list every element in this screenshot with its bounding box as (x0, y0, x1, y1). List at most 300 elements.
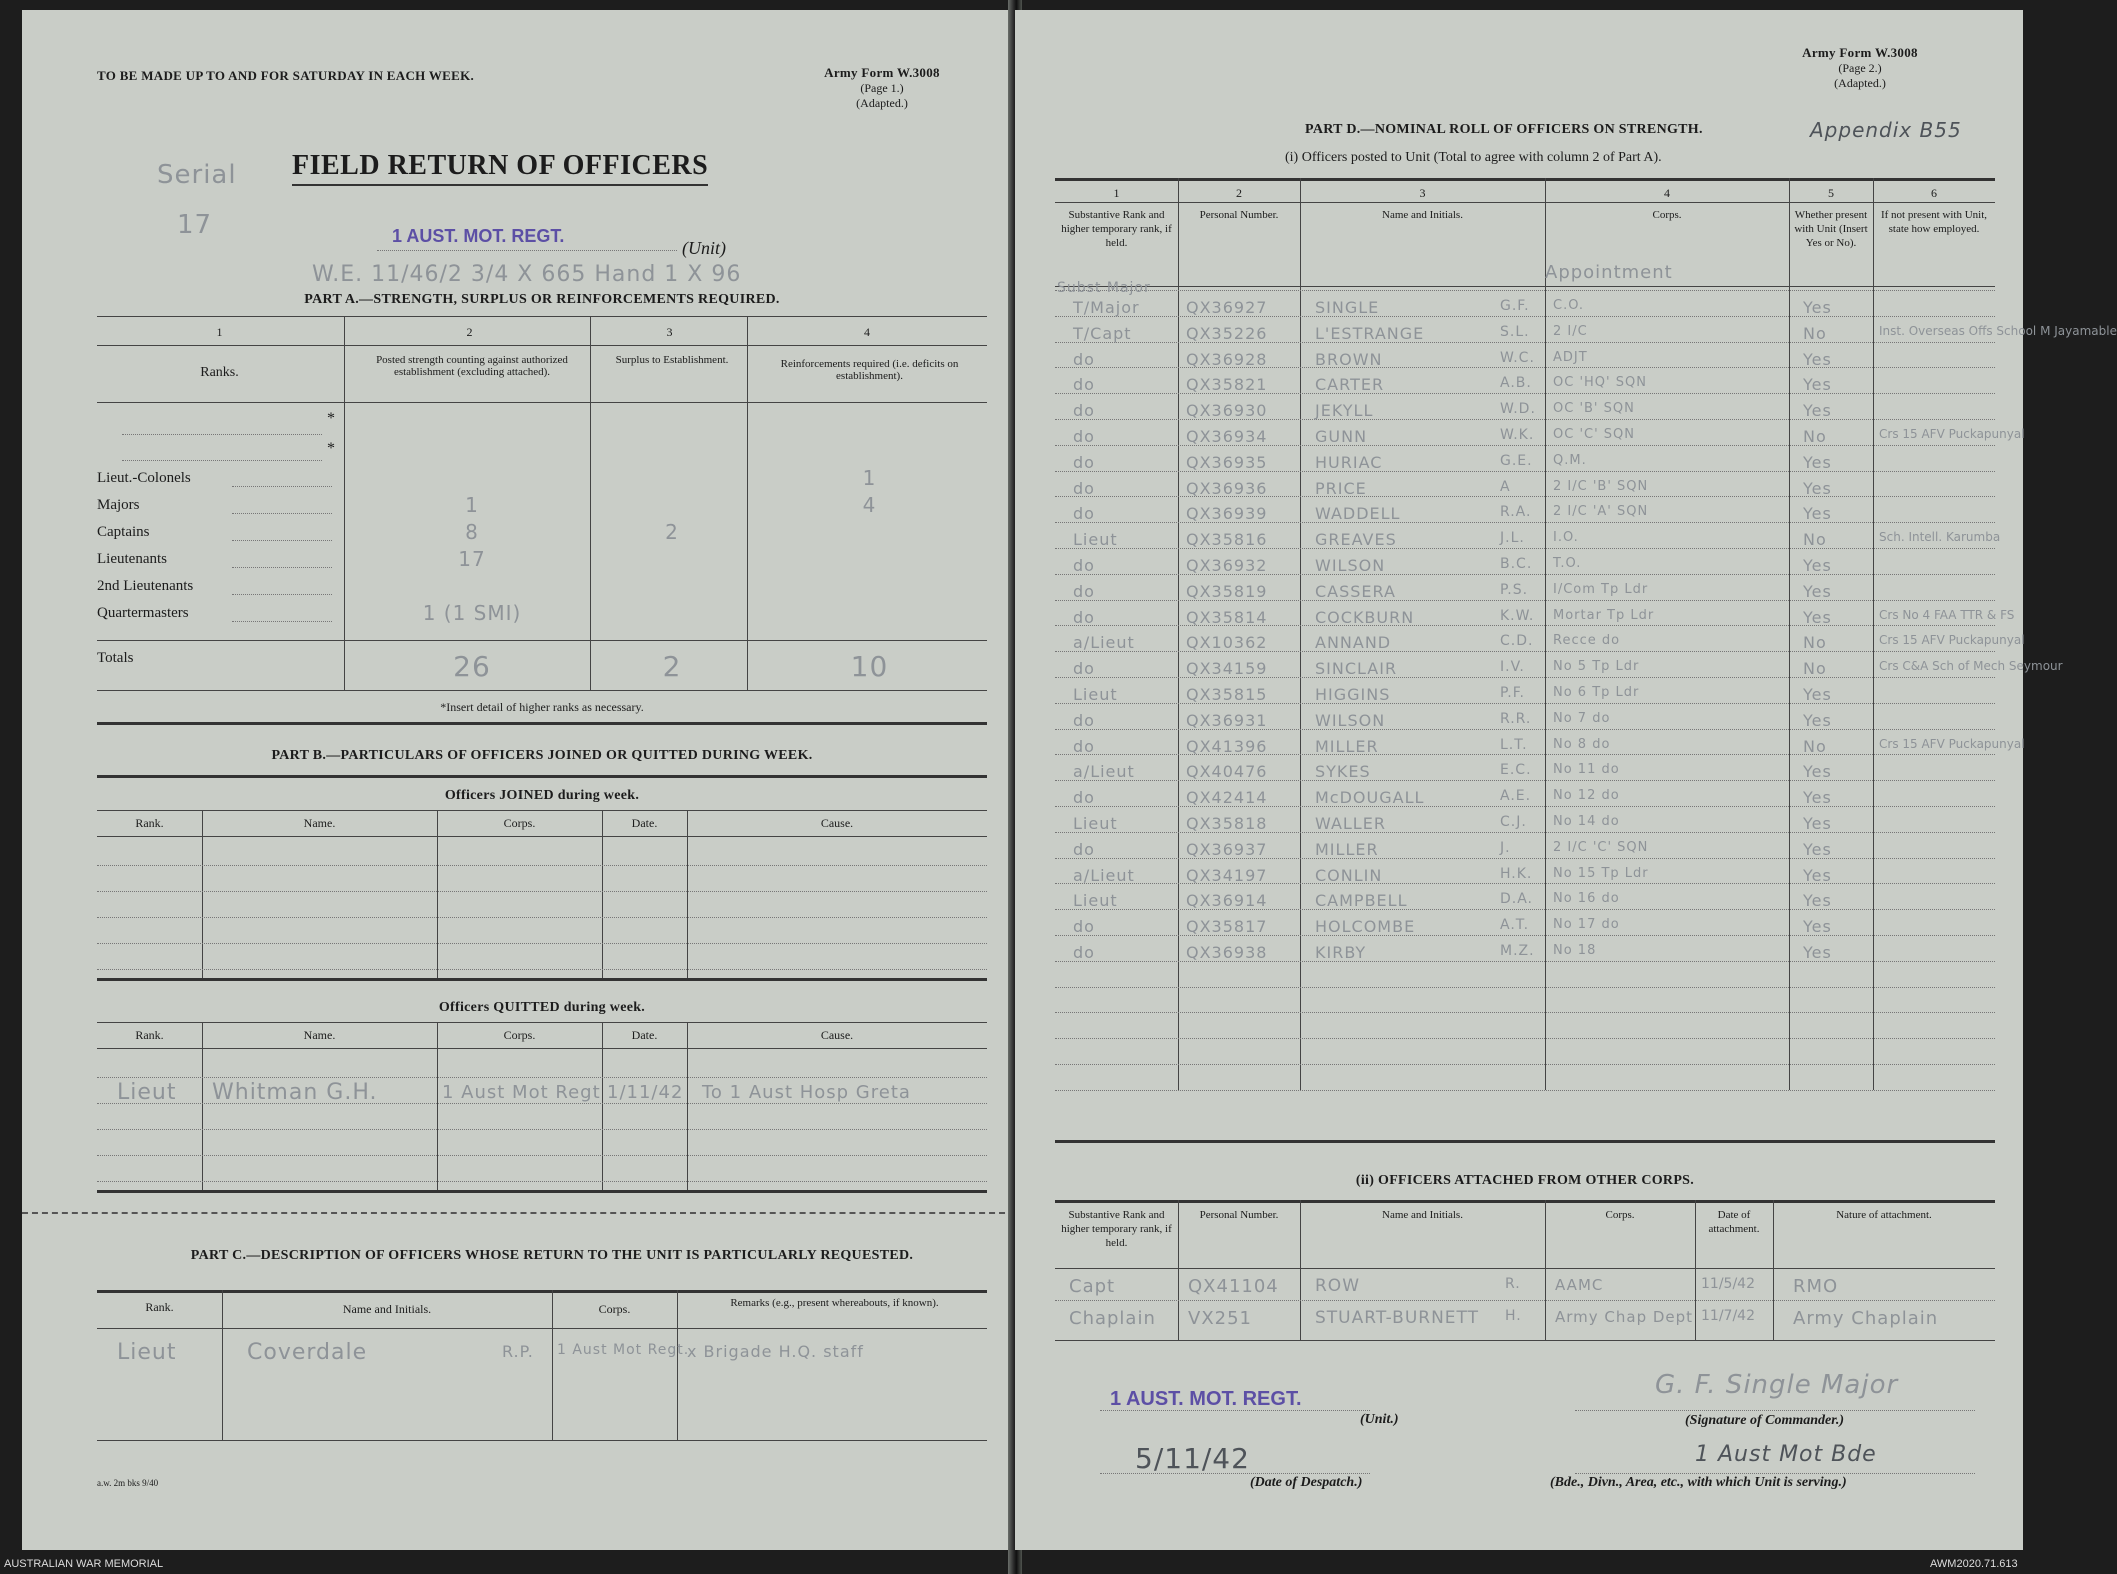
reinforcement-value: 4 (862, 493, 877, 517)
row-rule (1055, 290, 1995, 291)
roll-corps: Mortar Tp Ldr (1553, 608, 1655, 623)
roll-employment: Sch. Intell. Karumba (1879, 530, 2001, 544)
roll-rank: do (1073, 401, 1095, 420)
commander-signature: G. F. Single Major (1655, 1370, 1899, 1400)
roll-corps: C.O. (1553, 298, 1585, 313)
roll-rank: do (1073, 375, 1095, 394)
unit-label-right: (Unit.) (1360, 1412, 1399, 1427)
col-header: Date. (631, 1028, 658, 1042)
posted-header: Posted strength counting against authorized establishment (excluding attached). (376, 354, 568, 378)
part-c-title: PART C.—DESCRIPTION OF OFFICERS WHOSE RETURN TO THE UNIT IS PARTICULARLY REQUESTED. (190, 1248, 914, 1263)
roll-present: No (1803, 530, 1827, 549)
roll-present: Yes (1803, 401, 1832, 420)
roll-name: COCKBURN (1315, 608, 1415, 627)
col-rule (1873, 178, 1874, 1090)
row-rule (97, 1181, 987, 1182)
roll-name: JEKYLL (1315, 401, 1374, 420)
roll-present: Yes (1803, 891, 1832, 910)
total-posted: 26 (453, 650, 491, 683)
roll-corps: No 7 do (1553, 711, 1611, 726)
brigade-hand: 1 Aust Mot Bde (1695, 1442, 1877, 1467)
roll-name: CASSERA (1315, 582, 1396, 601)
roll-corps: No 5 Tp Ldr (1553, 659, 1640, 674)
roll-rank: do (1073, 504, 1095, 523)
roll-name: WILSON (1315, 556, 1386, 575)
part-c-corps: 1 Aust Mot Regt. (557, 1342, 690, 1358)
row-rule (1055, 1300, 1995, 1301)
col-rule (1300, 178, 1301, 1090)
att-header: Name and Initials. (1382, 1209, 1463, 1221)
roll-initials: A.T. (1500, 917, 1530, 933)
row-rule (97, 1155, 987, 1156)
dot-leader (232, 594, 332, 595)
brigade-label: (Bde., Divn., Area, etc., with which Unit is serving.) (1550, 1475, 1847, 1490)
roll-name: HOLCOMBE (1315, 917, 1416, 936)
date-label: (Date of Despatch.) (1250, 1475, 1363, 1490)
roll-number: QX41396 (1186, 737, 1268, 756)
roll-name: MILLER (1315, 737, 1379, 756)
roll-name: SYKES (1315, 762, 1371, 781)
part-c-name-header: Name and Initials. (342, 1302, 432, 1316)
footnote: *Insert detail of higher ranks as necessary. (440, 700, 644, 714)
roll-initials: L.T. (1500, 737, 1528, 753)
col-num: 1 (1113, 186, 1120, 200)
att-initials: H. (1505, 1308, 1522, 1324)
row-rule (97, 943, 987, 944)
roll-initials: D.A. (1500, 891, 1534, 907)
roll-rank: do (1073, 427, 1095, 446)
roll-present: No (1803, 659, 1827, 678)
col-header: Cause. (820, 816, 854, 830)
asterisk: * (327, 440, 335, 457)
total-surplus: 2 (662, 650, 682, 683)
rank-label: Lieutenants (97, 551, 167, 567)
roll-corps: No 14 do (1553, 814, 1620, 829)
roll-corps: No 16 do (1553, 891, 1620, 906)
roll-number: QX36927 (1186, 298, 1268, 317)
roll-name: ANNAND (1315, 633, 1392, 652)
form-label-p1 (782, 65, 982, 111)
roll-name: WALLER (1315, 814, 1386, 833)
roll-corps: OC 'B' SQN (1553, 401, 1635, 416)
col-num: 2 (466, 325, 473, 339)
roll-name: GUNN (1315, 427, 1368, 446)
roll-corps: OC 'HQ' SQN (1553, 375, 1647, 390)
col-rule (1773, 1200, 1774, 1340)
roll-rank: a/Lieut (1073, 866, 1135, 885)
signature-label: (Signature of Commander.) (1685, 1413, 1845, 1428)
att-name: STUART-BURNETT (1315, 1308, 1480, 1328)
roll-name: L'ESTRANGE (1315, 324, 1425, 343)
att-header: Corps. (1605, 1209, 1635, 1221)
posted-value: 1 (1 SMI) (422, 601, 522, 625)
roll-number: QX36932 (1186, 556, 1268, 575)
part-c-corps-header: Corps. (598, 1302, 631, 1316)
dot-leader (232, 486, 332, 487)
roll-name: KIRBY (1315, 943, 1367, 962)
roll-rank: do (1073, 453, 1095, 472)
col-rule (1789, 178, 1790, 1090)
roll-number: QX36928 (1186, 350, 1268, 369)
header-rule (97, 836, 987, 837)
roll-rank: T/Major (1073, 298, 1140, 317)
roll-initials: C.J. (1500, 814, 1527, 830)
roll-present: Yes (1803, 711, 1832, 730)
form-adapted: (Adapted.) (856, 96, 908, 110)
archive-credit: AUSTRALIAN WAR MEMORIAL (4, 1558, 164, 1570)
col-rule (1178, 178, 1179, 1090)
roll-rank: do (1073, 788, 1095, 807)
roll-present: Yes (1803, 453, 1832, 472)
print-code: a.w. 2m bks 9/40 (97, 1478, 159, 1488)
roll-number: QX35819 (1186, 582, 1268, 601)
form-title: FIELD RETURN OF OFFICERS (292, 150, 708, 186)
roll-present: Yes (1803, 504, 1832, 523)
form-page: (Page 2.) (1838, 61, 1882, 75)
att-nature: RMO (1793, 1276, 1839, 1297)
att-date: 11/7/42 (1701, 1308, 1755, 1324)
roll-number: QX35821 (1186, 375, 1268, 394)
roll-present: Yes (1803, 814, 1832, 833)
row-rule (1055, 987, 1995, 988)
roll-initials: R.A. (1500, 504, 1532, 520)
roll-initials: J. (1500, 840, 1511, 856)
att-rank: Chaplain (1069, 1308, 1156, 1329)
col-num: 2 (1236, 186, 1242, 200)
section-i-title: (i) Officers posted to Unit (Total to agree with column 2 of Part A). (1285, 150, 1662, 165)
col-header: Name. (303, 1028, 336, 1042)
dot-leader (232, 540, 332, 541)
roll-rank: do (1073, 608, 1095, 627)
col-header: Rank. (135, 1028, 164, 1042)
roll-number: QX36935 (1186, 453, 1268, 472)
att-header: Personal Number. (1199, 1209, 1279, 1221)
roll-corps: T.O. (1553, 556, 1582, 571)
roll-initials: H.K. (1500, 866, 1533, 882)
dot-leader (232, 621, 332, 622)
roll-present: Yes (1803, 556, 1832, 575)
roll-present: No (1803, 633, 1827, 652)
roll-rank: do (1073, 582, 1095, 601)
att-corps: Army Chap Dept (1555, 1308, 1694, 1326)
despatch-date: 5/11/42 (1135, 1442, 1250, 1475)
roll-initials: J.L. (1500, 530, 1525, 546)
col-rule (1300, 1200, 1301, 1340)
roll-rank: do (1073, 659, 1095, 678)
roll-present: Yes (1803, 917, 1832, 936)
roll-rank: do (1073, 350, 1095, 369)
rank-subst-note: Subst Major (1057, 280, 1151, 296)
roll-initials: R.R. (1500, 711, 1532, 727)
roll-initials: K.W. (1500, 608, 1535, 624)
unit-stamp: 1 AUST. MOT. REGT. (392, 226, 565, 246)
roll-rank: Lieut (1073, 685, 1118, 704)
roll-corps: No 6 Tp Ldr (1553, 685, 1640, 700)
roll-employment: Crs 15 AFV Puckapunyal (1879, 633, 2025, 647)
col-header: Whether present with Unit (Insert Yes or No). (1794, 209, 1868, 249)
header-rule (1055, 1268, 1995, 1269)
att-header: Substantive Rank and higher temporary rank, if held. (1061, 1209, 1172, 1249)
form-name: Army Form W.3008 (1802, 45, 1918, 60)
row-rule (97, 1129, 987, 1130)
row-rule (1055, 1090, 1995, 1091)
roll-rank: Lieut (1073, 814, 1118, 833)
roll-name: McDOUGALL (1315, 788, 1425, 807)
roll-name: CARTER (1315, 375, 1385, 394)
reinforcement-value: 1 (862, 466, 877, 490)
roll-rank: T/Capt (1073, 324, 1132, 343)
rank-label: Majors (97, 497, 140, 513)
row-rule (97, 865, 987, 866)
roll-present: No (1803, 324, 1827, 343)
roll-corps: 2 I/C 'C' SQN (1553, 840, 1649, 855)
roll-present: Yes (1803, 479, 1832, 498)
roll-initials: E.C. (1500, 762, 1532, 778)
quitted-name: Whitman G.H. (212, 1080, 378, 1105)
col-header: Corps. (1652, 209, 1682, 221)
roll-number: QX36938 (1186, 943, 1268, 962)
row-rule (97, 969, 987, 970)
att-header: Date of attachment. (1708, 1209, 1760, 1235)
col-header: If not present with Unit, state how employed. (1880, 209, 1987, 235)
roll-initials: S.L. (1500, 324, 1530, 340)
att-number: VX251 (1188, 1308, 1253, 1329)
row-rule (97, 917, 987, 918)
rank-label: Captains (97, 524, 150, 540)
section-ii-title: (ii) OFFICERS ATTACHED FROM OTHER CORPS. (1355, 1173, 1695, 1188)
roll-name: GREAVES (1315, 530, 1397, 549)
roll-present: Yes (1803, 298, 1832, 317)
roll-rank: a/Lieut (1073, 762, 1135, 781)
roll-present: Yes (1803, 788, 1832, 807)
roll-number: QX36934 (1186, 427, 1268, 446)
form-adapted: (Adapted.) (1834, 76, 1886, 90)
hand-serial-number: 17 (177, 210, 213, 240)
roll-name: HIGGINS (1315, 685, 1391, 704)
roll-initials: W.D. (1500, 401, 1536, 417)
roll-corps: I/Com Tp Ldr (1553, 582, 1649, 597)
roll-rank: do (1073, 556, 1095, 575)
col-header: Date. (631, 816, 658, 830)
row-rule (1055, 1064, 1995, 1065)
col-rule (1545, 1200, 1546, 1340)
part-c-remarks: x Brigade H.Q. staff (687, 1342, 864, 1361)
header-rule (97, 1048, 987, 1049)
roll-corps: No 12 do (1553, 788, 1620, 803)
left-form-page (22, 10, 1015, 1550)
roll-corps: I.O. (1553, 530, 1579, 545)
row-rule (97, 1103, 987, 1104)
roll-employment: Crs 15 AFV Puckapunyal (1879, 737, 2025, 751)
roll-name: CAMPBELL (1315, 891, 1408, 910)
roll-number: QX36914 (1186, 891, 1268, 910)
hand-serial: Serial (157, 160, 237, 190)
col-rule (1695, 1200, 1696, 1340)
header-rule (1055, 202, 1995, 203)
surplus-header: Surplus to Establishment. (615, 354, 729, 366)
part-d-title: PART D.—NOMINAL ROLL OF OFFICERS ON STRENGTH. (1305, 122, 1703, 137)
roll-present: No (1803, 427, 1827, 446)
roll-name: SINGLE (1315, 298, 1380, 317)
quitted-cause: To 1 Aust Hosp Greta (702, 1082, 911, 1103)
roll-name: BROWN (1315, 350, 1383, 369)
form-name: Army Form W.3008 (824, 65, 940, 80)
roll-name: WADDELL (1315, 504, 1401, 523)
form-label-p2 (1760, 45, 1960, 91)
att-nature: Army Chaplain (1793, 1308, 1939, 1329)
roll-initials: M.Z. (1500, 943, 1535, 959)
roll-number: QX36939 (1186, 504, 1268, 523)
part-c-remarks-header: Remarks (e.g., present whereabouts, if known). (730, 1297, 939, 1309)
roll-initials: C.D. (1500, 633, 1534, 649)
roll-name: PRICE (1315, 479, 1367, 498)
roll-corps: OC 'C' SQN (1553, 427, 1636, 442)
rank-label: Quartermasters (97, 605, 189, 621)
part-b-title: PART B.—PARTICULARS OF OFFICERS JOINED OR QUITTED DURING WEEK. (271, 748, 813, 763)
roll-initials: P.S. (1500, 582, 1529, 598)
part-c-name: Coverdale (247, 1340, 368, 1365)
roll-present: No (1803, 737, 1827, 756)
roll-rank: do (1073, 479, 1095, 498)
att-number: QX41104 (1188, 1276, 1279, 1297)
ranks-header: Ranks. (200, 365, 239, 380)
roll-number: QX36931 (1186, 711, 1268, 730)
roll-initials: W.C. (1500, 350, 1535, 366)
col-header: Name and Initials. (1382, 209, 1463, 221)
roll-number: QX35816 (1186, 530, 1268, 549)
roll-number: QX35817 (1186, 917, 1268, 936)
col-num: 6 (1931, 186, 1937, 200)
roll-initials: G.E. (1500, 453, 1533, 469)
col-header: Rank. (135, 816, 164, 830)
col-num: 1 (216, 325, 223, 339)
roll-present: Yes (1803, 762, 1832, 781)
roll-corps: No 18 (1553, 943, 1597, 958)
roll-number: QX10362 (1186, 633, 1268, 652)
posted-value: 17 (458, 547, 486, 571)
appendix-note: Appendix B55 (1810, 118, 1962, 142)
totals-label: Totals (97, 650, 134, 666)
we-reference: W.E. 11/46/2 3/4 X 665 Hand 1 X 96 (312, 262, 742, 287)
total-reinforcements: 10 (850, 650, 889, 683)
roll-name: WILSON (1315, 711, 1386, 730)
roll-number: QX40476 (1186, 762, 1268, 781)
col-header: Name. (303, 816, 336, 830)
rank-label: Lieut.-Colonels (97, 470, 191, 486)
col-num: 5 (1828, 186, 1834, 200)
col-header: Substantive Rank and higher temporary rank, if held. (1061, 209, 1172, 249)
roll-corps: Recce do (1553, 633, 1621, 648)
roll-present: Yes (1803, 375, 1832, 394)
roll-name: SINCLAIR (1315, 659, 1398, 678)
quitted-date: 1/11/42 (607, 1082, 684, 1103)
asterisk: * (327, 410, 335, 427)
roll-rank: Lieut (1073, 530, 1118, 549)
col-num: 4 (1664, 186, 1670, 200)
roll-number: QX35814 (1186, 608, 1268, 627)
roll-name: CONLIN (1315, 866, 1383, 885)
roll-initials: A.B. (1500, 375, 1532, 391)
roll-initials: I.V. (1500, 659, 1525, 675)
roll-number: QX34159 (1186, 659, 1268, 678)
roll-employment: Crs 15 AFV Puckapunyal (1879, 427, 2025, 441)
roll-rank: do (1073, 943, 1095, 962)
roll-corps: No 17 do (1553, 917, 1620, 932)
roll-corps: Q.M. (1553, 453, 1587, 468)
posted-value: 8 (465, 520, 479, 544)
row-rule (1055, 1038, 1995, 1039)
row-rule (1055, 1012, 1995, 1013)
roll-number: QX36930 (1186, 401, 1268, 420)
row-rule (1055, 1340, 1995, 1341)
dot-leader (232, 567, 332, 568)
roll-employment: Crs C&A Sch of Mech Seymour (1879, 659, 2063, 673)
col-header: Cause. (820, 1028, 854, 1042)
col-header: Personal Number. (1199, 209, 1279, 221)
roll-number: QX34197 (1186, 866, 1268, 885)
reinforcements-header: Reinforcements required (i.e. deficits on establishment). (780, 358, 959, 382)
roll-initials: G.F. (1500, 298, 1530, 314)
roll-number: QX35815 (1186, 685, 1268, 704)
roll-employment: Crs No 4 FAA TTR & FS (1879, 608, 2015, 622)
header-rule (1055, 286, 1995, 287)
row-rule (97, 891, 987, 892)
roll-present: Yes (1803, 943, 1832, 962)
roll-rank: do (1073, 917, 1095, 936)
att-date: 11/5/42 (1701, 1276, 1755, 1292)
roll-present: Yes (1803, 840, 1832, 859)
archive-number: AWM2020.71.613 (1930, 1558, 2018, 1570)
part-a-title: PART A.—STRENGTH, SURPLUS OR REINFORCEMENTS REQUIRED. (304, 292, 780, 307)
roll-present: Yes (1803, 685, 1832, 704)
col-header: Corps. (503, 1028, 536, 1042)
part-c-rank: Lieut (117, 1340, 177, 1365)
col-num: 4 (864, 325, 870, 339)
part-c-rank-header: Rank. (145, 1300, 174, 1314)
roll-rank: do (1073, 840, 1095, 859)
corps-appointment-note: Appointment (1545, 262, 1673, 283)
dot-leader (232, 513, 332, 514)
roll-name: HURIAC (1315, 453, 1383, 472)
att-name: ROW (1315, 1276, 1361, 1296)
roll-name: MILLER (1315, 840, 1379, 859)
quitted-corps: 1 Aust Mot Regt (442, 1082, 601, 1103)
roll-initials: A (1500, 479, 1511, 495)
roll-initials: P.F. (1500, 685, 1525, 701)
roll-number: QX35818 (1186, 814, 1268, 833)
col-rule (1545, 178, 1546, 1090)
right-form-page (1015, 10, 2117, 1550)
roll-initials: W.K. (1500, 427, 1535, 443)
roll-present: Yes (1803, 608, 1832, 627)
roll-rank: Lieut (1073, 891, 1118, 910)
weekly-instruction: TO BE MADE UP TO AND FOR SATURDAY IN EACH WEEK. (97, 68, 475, 83)
quitted-rank: Lieut (117, 1080, 177, 1105)
rank-label: 2nd Lieutenants (97, 578, 194, 594)
roll-corps: No 8 do (1553, 737, 1611, 752)
roll-corps: 2 I/C 'B' SQN (1553, 479, 1649, 494)
col-rule (1178, 1200, 1179, 1340)
roll-rank: do (1073, 711, 1095, 730)
col-num: 3 (1419, 186, 1426, 200)
roll-number: QX36937 (1186, 840, 1268, 859)
att-header: Nature of attachment. (1836, 1209, 1932, 1221)
row-rule (97, 1077, 987, 1078)
form-page: (Page 1.) (860, 81, 904, 95)
roll-initials: A.E. (1500, 788, 1532, 804)
roll-employment: Inst. Overseas Offs School M Jayamable (1879, 324, 2117, 338)
part-c-initials: R.P. (502, 1342, 534, 1361)
